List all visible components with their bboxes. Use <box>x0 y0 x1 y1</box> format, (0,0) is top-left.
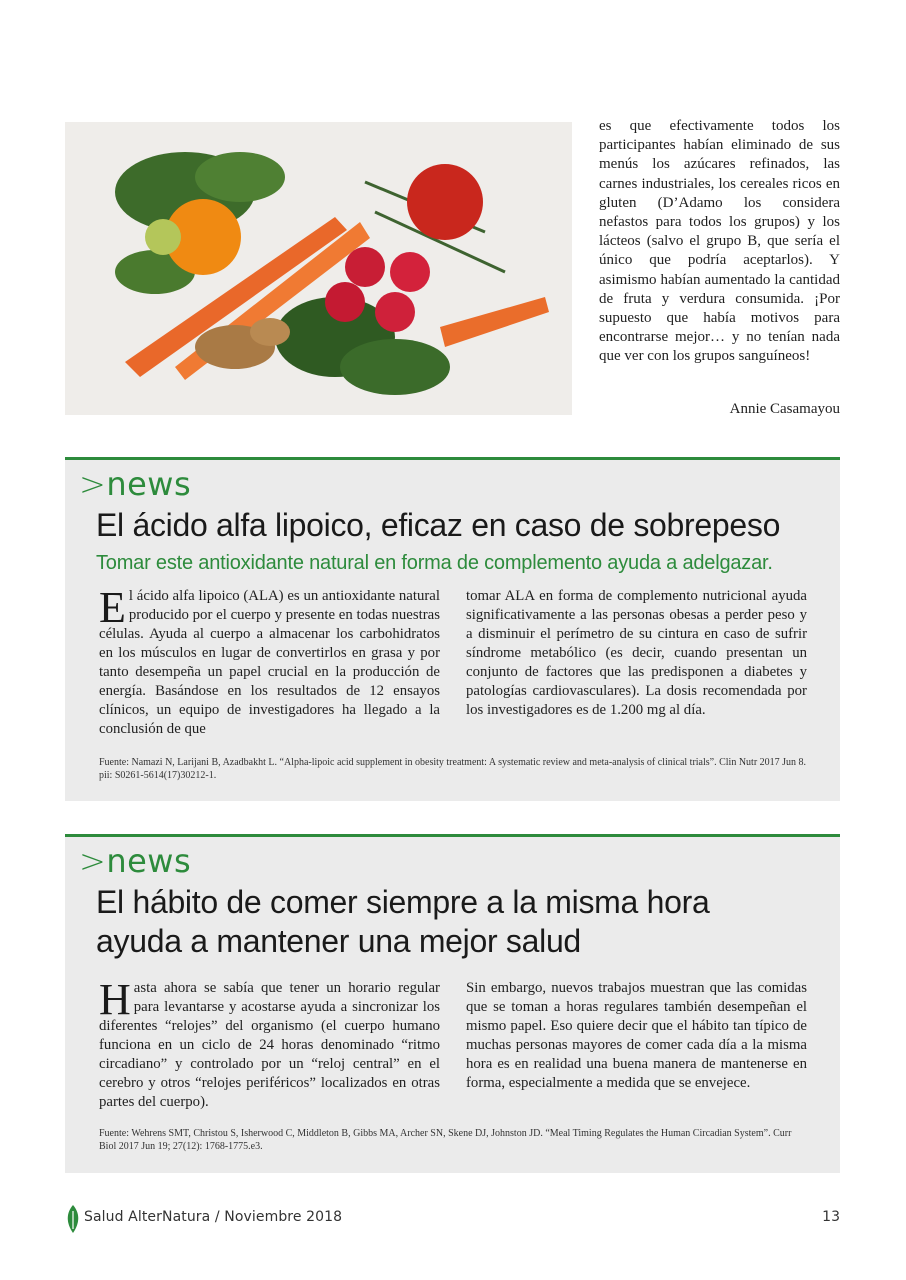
article-subhead: Tomar este antioxidante natural en forma de complemento ayuda a adelgazar. <box>96 552 773 574</box>
page-number: 13 <box>822 1209 840 1225</box>
article-column-left: Hasta ahora se sabía que tener un horario regular para levantarse y acostarse ayuda a sincronizar los diferentes “relojes” del organismo (el cuerpo humano funciona en un ciclo de 24 horas denominado “ritmo circadiano” y controlado por un “reloj central” en el cerebro y otros “relojes periféricos” localizados en otras partes del cuerpo). <box>99 975 440 1110</box>
leaf-logo-icon <box>66 1205 80 1233</box>
news-tag: >news <box>79 842 192 880</box>
drop-cap: H <box>99 975 131 1024</box>
article-source: Fuente: Wehrens SMT, Christou S, Isherwood C, Middleton B, Gibbs MA, Archer SN, Skene DJ, Johnston JD. “Meal Timing Regulates the Human Circadian System”. Curr Biol 2017 Jun 19; 27(12): 1768-1775.e3. <box>99 1128 792 1152</box>
article-source: Fuente: Namazi N, Larijani B, Azadbakht L. “Alpha-lipoic acid supplement in obesity treatment: A systematic review and meta-analysis of clinical trials”. Clin Nutr 2017 Jun 8. pii: S0261-5614(17)30212-1. <box>99 757 807 781</box>
news-box-meal-timing <box>65 834 840 1173</box>
news-tag: >news <box>79 465 192 503</box>
vegetables-illustration <box>65 122 572 415</box>
footer-publication: Salud AlterNatura / Noviembre 2018 <box>84 1209 343 1225</box>
article-column-right: Sin embargo, nuevos trabajos muestran que las comidas que se toman a horas regulares también desempeñan el mismo papel. Eso quiere decir que el hábito tan típico de muchas personas mayores de comer cada día a la misma hora es en realidad una buena manera de mantenerse en forma, especialmente a medida que se envejece. <box>466 980 807 1091</box>
article-column-right: tomar ALA en forma de complemento nutricional ayuda significativamente a las personas obesas a perder peso y a disminuir el perímetro de su cintura en caso de sufrir síndrome metabólico (es decir, cuando presentan un conjunto de factores que las predisponen a diabetes y patologías cardiovasculares). La dosis recomendada por los investigadores es de 1.200 mg al día. <box>466 588 807 718</box>
intro-continuation-text: es que efectivamente todos los participantes habían eliminado de sus menús los azúcares refinados, las carnes industriales, los cereales ricos en gluten (D’Adamo los considera nefastos para todos los grupos) y los lácteos (salvo el grupo B, que sería el único que podría aceptarlos). Y asimismo habían aumentado la cantidad de fruta y verdura consumida. ¡Por supuesto que había motivos para encontrarse mejor… y no tenían nada que ver con los grupos sanguíneos! <box>599 118 840 365</box>
article-headline: El hábito de comer siempre a la misma hora ayuda a mantener una mejor salud <box>96 884 710 959</box>
author-signature: Annie Casamayou <box>729 401 840 417</box>
vegetables-photo <box>65 122 572 415</box>
article-headline: El ácido alfa lipoico, eficaz en caso de sobrepeso <box>96 507 781 543</box>
news-box-alpha-lipoic <box>65 457 840 801</box>
drop-cap: E <box>99 583 126 632</box>
article-column-left: El ácido alfa lipoico (ALA) es un antioxidante natural producido por el cuerpo y presente en todas nuestras células. Ayuda al cuerpo a almacenar los carbohidratos en los músculos en lugar de convertirlos en grasa y por tanto desempeña un papel crucial en la producción de energía. Basándose en los resultados de 12 ensayos clínicos, un equipo de investigadores ha llegado a la conclusión de que <box>99 583 440 737</box>
